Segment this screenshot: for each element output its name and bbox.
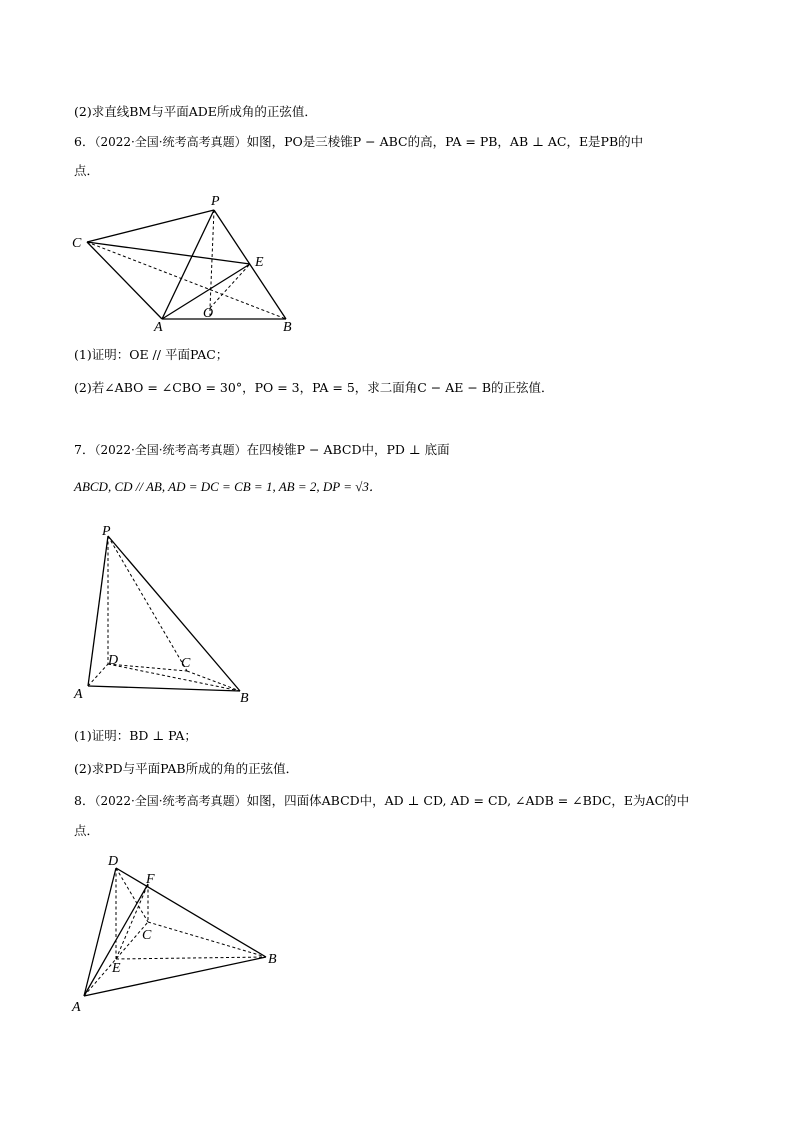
q6-part1: (1)证明：OE // 平面PAC； bbox=[74, 347, 229, 362]
q6-edge-CA bbox=[87, 242, 162, 319]
q7-label-C: C bbox=[181, 656, 191, 671]
q8-figure bbox=[66, 845, 291, 1015]
q7-edge-PB bbox=[108, 536, 240, 691]
q8-label-E: E bbox=[112, 961, 121, 976]
q6-stem-line1 bbox=[74, 134, 643, 150]
q7-figure bbox=[68, 516, 268, 711]
q6-stem-line2: 点． bbox=[74, 163, 100, 178]
q8-stem-line1 bbox=[74, 793, 689, 809]
q7-label-P: P bbox=[102, 524, 111, 539]
q7-number: 7． bbox=[74, 442, 95, 457]
q6-stem: 如图，PO是三棱锥P − ABC的高，PA = PB，AB ⊥ AC，E是PB的中 bbox=[246, 134, 644, 149]
q8-edge-EB bbox=[116, 957, 266, 959]
q8-edge-EF bbox=[116, 884, 148, 959]
q8-label-C: C bbox=[142, 928, 152, 943]
q6-edge-CE bbox=[87, 242, 250, 264]
q7-part2: (2)求PD与平面PAB所成的角的正弦值． bbox=[74, 761, 299, 776]
q6-number: 6． bbox=[74, 134, 95, 149]
q7-label-B: B bbox=[240, 691, 249, 706]
q6-edge-CB bbox=[87, 242, 286, 319]
q6-figure bbox=[64, 190, 314, 345]
q6-part2: (2)若∠ABO = ∠CBO = 30°，PO = 3，PA = 5，求二面角C − AE − B的正弦值． bbox=[74, 380, 554, 395]
q8-number: 8． bbox=[74, 793, 95, 808]
q7-stem-line1 bbox=[74, 442, 450, 458]
q7-source: （2022·全国·统考高考真题） bbox=[94, 443, 247, 457]
q7-label-D: D bbox=[108, 653, 119, 668]
q7-stem: 在四棱锥P − ABCD中，PD ⊥ 底面 bbox=[246, 442, 450, 457]
q5-part2: (2)求直线BM与平面ADE所成角的正弦值． bbox=[74, 104, 317, 119]
q6-label-A: A bbox=[154, 320, 163, 335]
q8-edge-CB bbox=[148, 922, 266, 957]
q8-label-A: A bbox=[72, 1000, 81, 1015]
q8-label-F: F bbox=[146, 872, 155, 887]
q7-part1: (1)证明：BD ⊥ PA； bbox=[74, 728, 197, 743]
q6-source: （2022·全国·统考高考真题） bbox=[94, 135, 247, 149]
q7-edge-DC bbox=[108, 664, 187, 671]
q6-label-B: B bbox=[283, 320, 292, 335]
q8-edge-DC bbox=[116, 868, 148, 922]
q8-stem: 如图，四面体ABCD中，AD ⊥ CD, AD = CD, ∠ADB = ∠BDC，E为AC的中 bbox=[246, 793, 690, 808]
q8-label-D: D bbox=[108, 854, 119, 869]
q6-label-O: O bbox=[203, 306, 214, 321]
q7-stem-line2: ABCD, CD // AB, AD = DC = CB = 1, AB = 2, DP = √3． bbox=[74, 479, 382, 494]
q6-label-P: P bbox=[211, 194, 220, 209]
q8-edge-DB bbox=[116, 868, 266, 957]
q8-stem-line2: 点． bbox=[74, 823, 100, 838]
q6-label-E: E bbox=[255, 255, 264, 270]
q7-edge-PA bbox=[88, 536, 108, 686]
q8-source: （2022·全国·统考高考真题） bbox=[94, 794, 247, 808]
q6-edge-CP bbox=[87, 210, 214, 242]
q7-label-A: A bbox=[74, 687, 83, 702]
q6-label-C: C bbox=[72, 236, 82, 251]
q7-edge-PC bbox=[108, 536, 187, 671]
q8-label-B: B bbox=[268, 952, 277, 967]
